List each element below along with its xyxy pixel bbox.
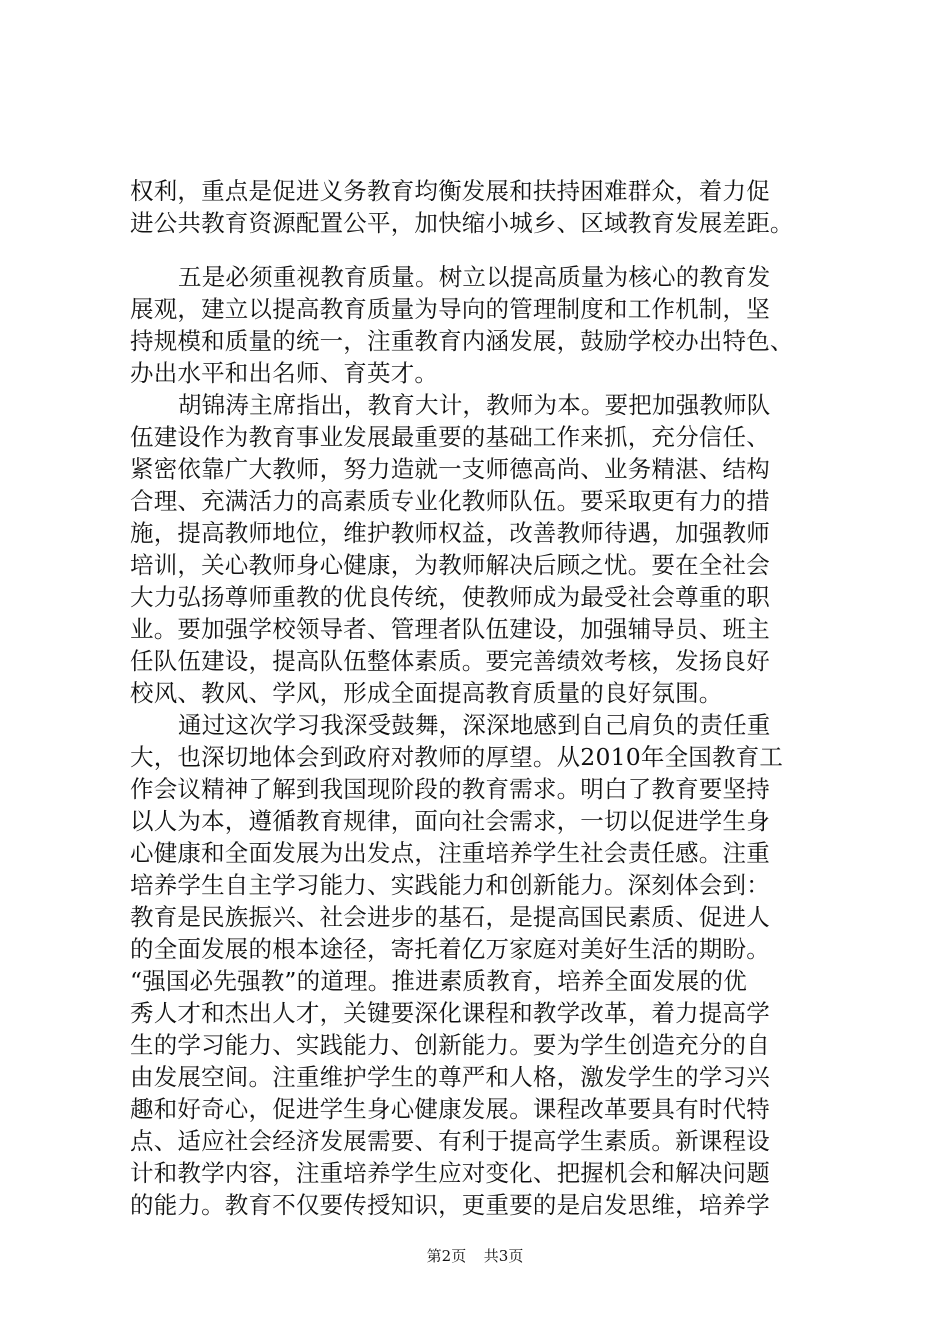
paragraph-start-line: 通过这次学习我深受鼓舞，深深地感到自己肩负的责任重 <box>178 711 771 739</box>
text-line: 由发展空间。注重维护学生的尊严和人格，激发学生的学习兴 <box>130 1063 770 1091</box>
text-line: 校风、教风、学风，形成全面提高教育质量的良好氛围。 <box>130 679 723 707</box>
text-line: 展观，建立以提高教育质量为导向的管理制度和工作机制，坚 <box>130 295 770 323</box>
paragraph-start-line: 胡锦涛主席指出，教育大计，教师为本。要把加强教师队 <box>178 391 771 419</box>
text-line: 秀人才和杰出人才，关键要深化课程和教学改革，着力提高学 <box>130 999 770 1027</box>
page-total: 共3页 <box>483 1247 524 1265</box>
text-line: 任队伍建设，提高队伍整体素质。要完善绩效考核，发扬良好 <box>130 647 770 675</box>
text-line: 教育是民族振兴、社会进步的基石，是提高国民素质、促进人 <box>130 903 770 931</box>
text-line: 进公共教育资源配置公平，加快缩小城乡、区域教育发展差距。 <box>130 209 794 237</box>
text-line: 紧密依靠广大教师，努力造就一支师德高尚、业务精湛、结构 <box>130 455 770 483</box>
text-line: 办出水平和出名师、育英才。 <box>130 359 439 387</box>
text-line: 持规模和质量的统一，注重教育内涵发展，鼓励学校办出特色、 <box>130 327 794 355</box>
text-line: 权利，重点是促进义务教育均衡发展和扶持困难群众，着力促 <box>130 177 770 205</box>
text-line: 生的学习能力、实践能力、创新能力。要为学生创造充分的自 <box>130 1031 770 1059</box>
text-line: 伍建设作为教育事业发展最重要的基础工作来抓，充分信任、 <box>130 423 770 451</box>
text-line: 大，也深切地体会到政府对教师的厚望。从2010年全国教育工 <box>130 743 784 771</box>
page-footer <box>0 1246 950 1266</box>
text-line: 点、适应社会经济发展需要、有利于提高学生素质。新课程设 <box>130 1127 770 1155</box>
paragraph-start-line: 五是必须重视教育质量。树立以提高质量为核心的教育发 <box>178 263 771 291</box>
text-line: 业。要加强学校领导者、管理者队伍建设，加强辅导员、班主 <box>130 615 770 643</box>
text-line: 合理、充满活力的高素质专业化教师队伍。要采取更有力的措 <box>130 487 770 515</box>
text-line: 以人为本，遵循教育规律，面向社会需求，一切以促进学生身 <box>130 807 770 835</box>
text-line: 施，提高教师地位，维护教师权益，改善教师待遇，加强教师 <box>130 519 770 547</box>
text-line: “强国必先强教”的道理。推进素质教育，培养全面发展的优 <box>130 967 747 995</box>
text-line: 的能力。教育不仅要传授知识，更重要的是启发思维，培养学 <box>130 1191 770 1219</box>
page-number: 第2页 <box>426 1247 467 1265</box>
text-line: 的全面发展的根本途径，寄托着亿万家庭对美好生活的期盼。 <box>130 935 770 963</box>
text-line: 趣和好奇心，促进学生身心健康发展。课程改革要具有时代特 <box>130 1095 770 1123</box>
text-line: 计和教学内容，注重培养学生应对变化、把握机会和解决问题 <box>130 1159 770 1187</box>
text-line: 作会议精神了解到我国现阶段的教育需求。明白了教育要坚持 <box>130 775 770 803</box>
text-line: 心健康和全面发展为出发点，注重培养学生社会责任感。注重 <box>130 839 770 867</box>
text-line: 大力弘扬尊师重教的优良传统，使教师成为最受社会尊重的职 <box>130 583 770 611</box>
text-line: 培训，关心教师身心健康，为教师解决后顾之忧。要在全社会 <box>130 551 770 579</box>
text-line: 培养学生自主学习能力、实践能力和创新能力。深刻体会到： <box>130 871 770 899</box>
